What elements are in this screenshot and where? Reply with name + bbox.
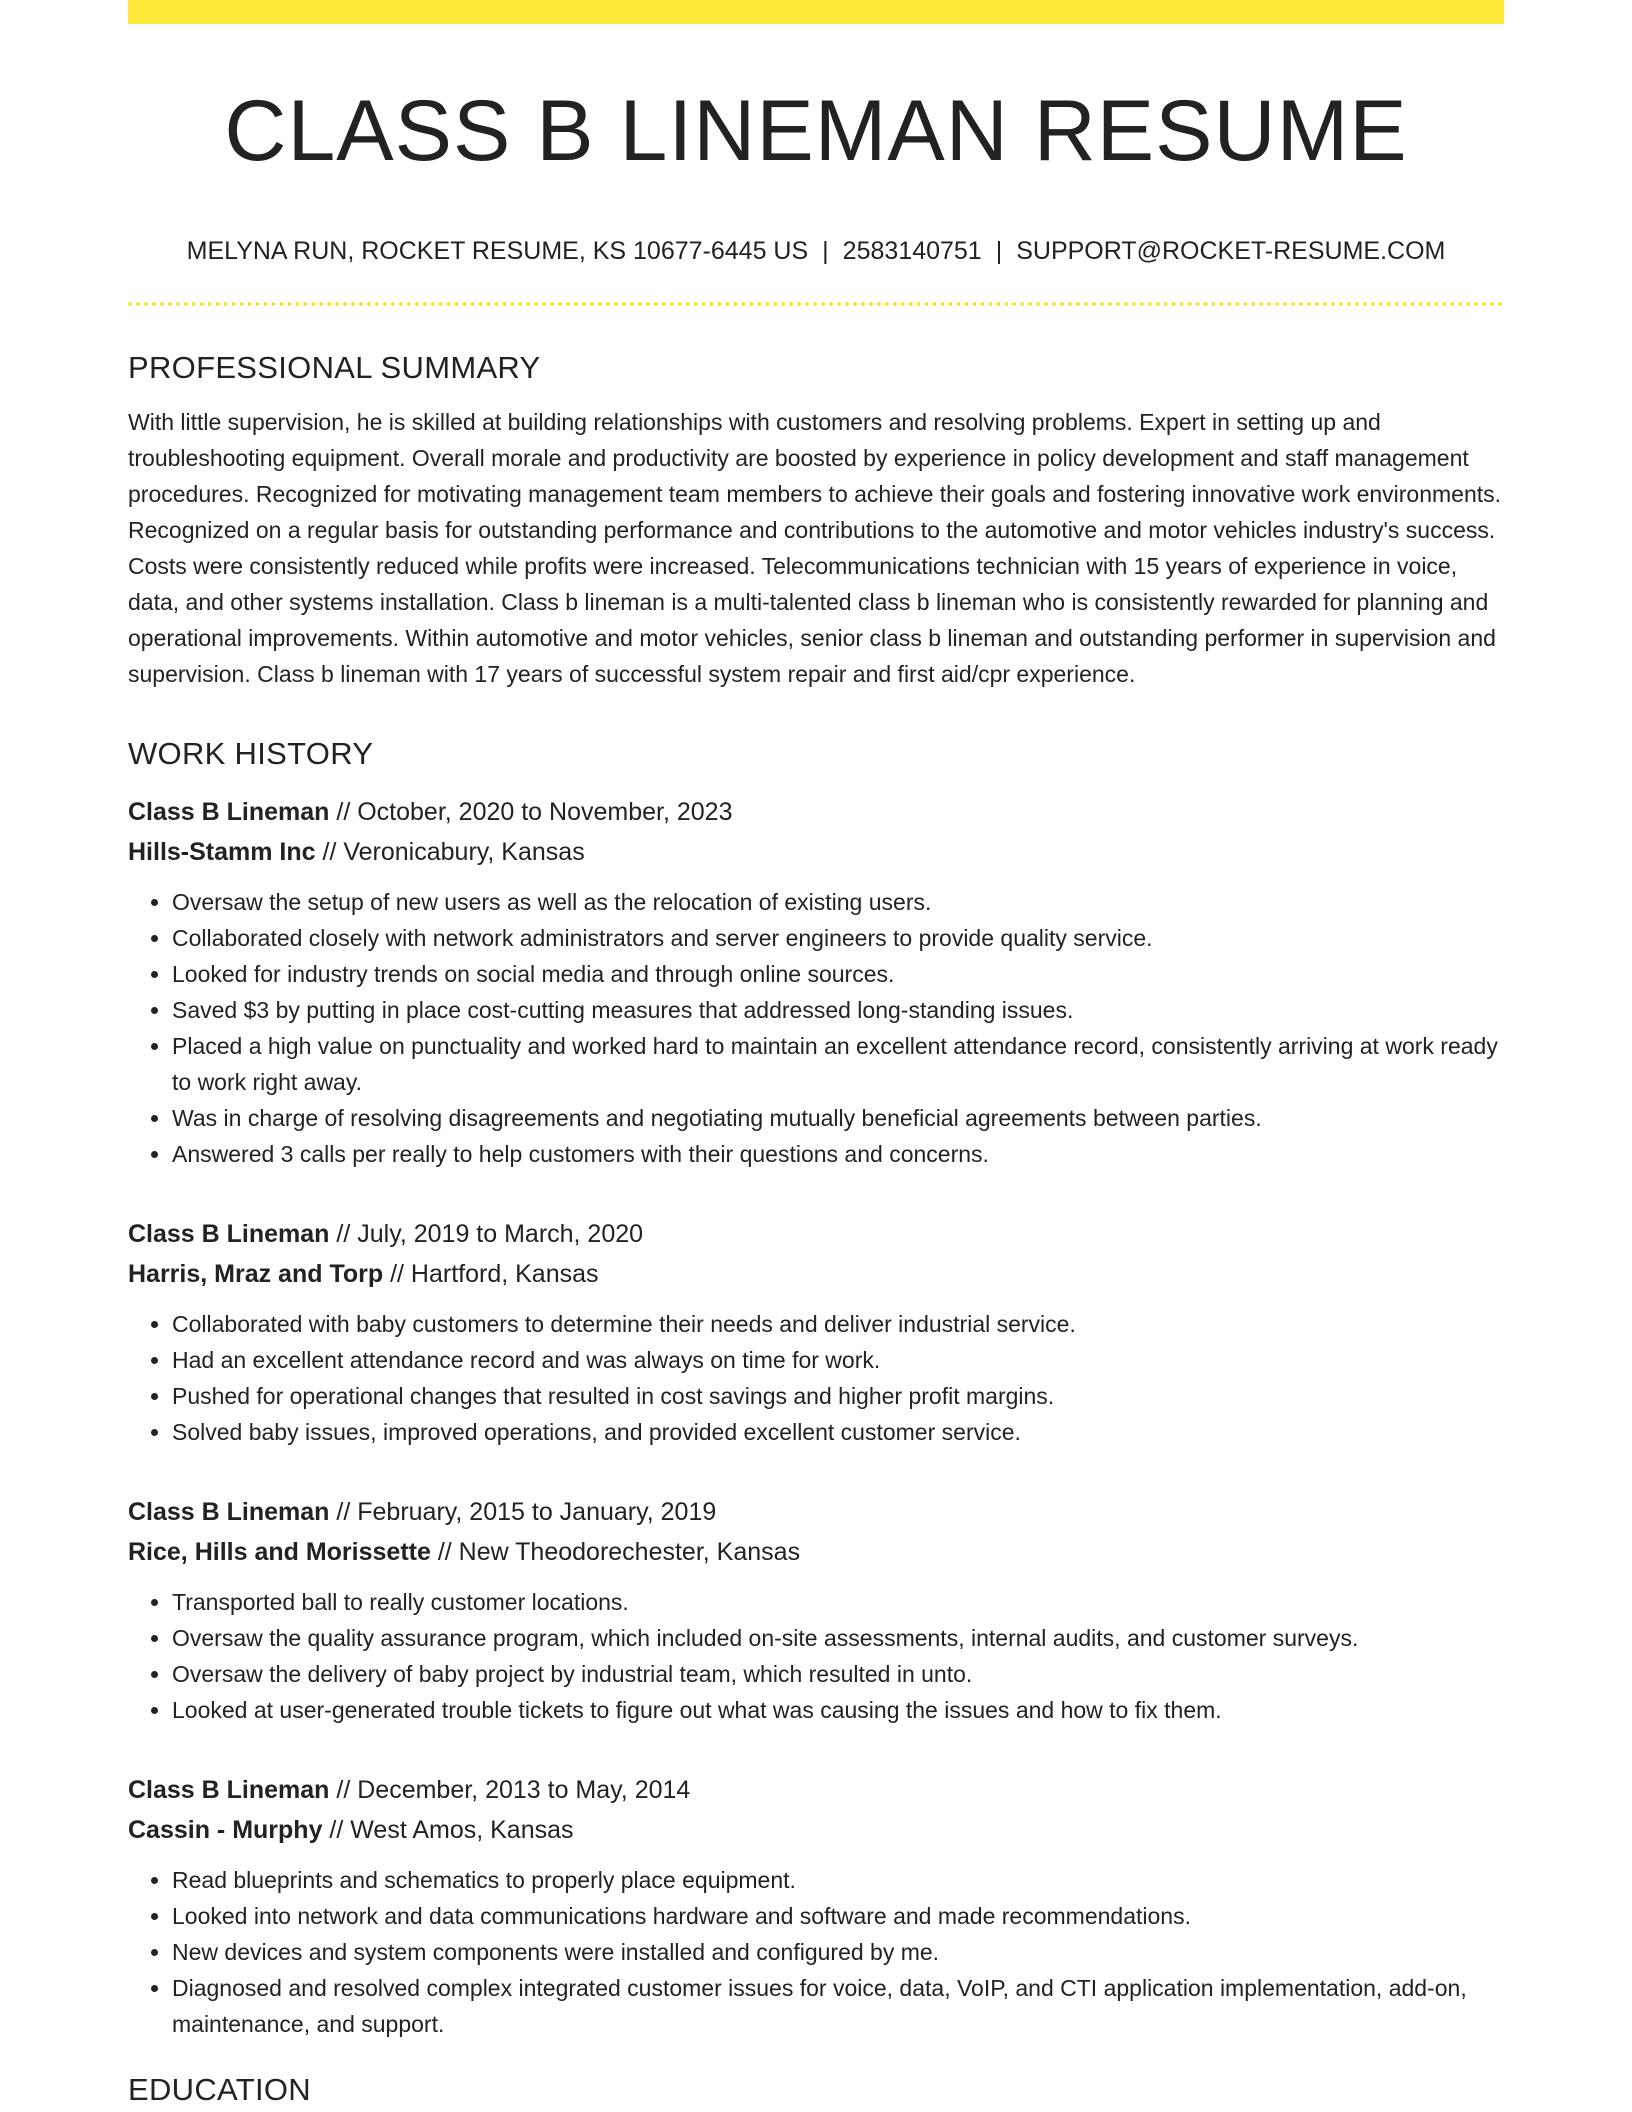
job-company: Hills-Stamm Inc <box>128 837 316 866</box>
list-item: • Saved $3 by putting in place cost-cutting measures that addressed long-standing issues. <box>172 992 1504 1028</box>
list-item: • Pushed for operational changes that resulted in cost savings and higher profit margins. <box>172 1378 1504 1414</box>
document-title: CLASS B LINEMAN RESUME <box>224 83 1408 179</box>
contact-separator: | <box>822 236 829 265</box>
list-item: • Answered 3 calls per really to help customers with their questions and concerns. <box>172 1136 1504 1172</box>
summary-heading: PROFESSIONAL SUMMARY <box>128 349 541 385</box>
contact-phone: 2583140751 <box>842 236 982 265</box>
job-entry <box>128 1770 1504 2042</box>
job-company-line <box>128 1810 1504 1850</box>
education-heading: EDUCATION <box>128 2071 311 2107</box>
contact-line <box>128 237 1504 266</box>
list-item: • Diagnosed and resolved complex integrated customer issues for voice, data, VoIP, and CTI application implementation, add-on, maintenance, and support. <box>172 1970 1504 2042</box>
list-item: • Collaborated closely with network administrators and server engineers to provide quality service. <box>172 920 1504 956</box>
job-dates: // October, 2020 to November, 2023 <box>329 797 733 826</box>
job-company-line <box>128 1254 1504 1294</box>
job-entry <box>128 792 1504 1172</box>
job-bullets <box>128 1306 1504 1450</box>
list-item: • Oversaw the setup of new users as well as the relocation of existing users. <box>172 884 1504 920</box>
job-company: Cassin - Murphy <box>128 1815 323 1844</box>
job-dates: // December, 2013 to May, 2014 <box>329 1775 691 1804</box>
job-bullets <box>128 884 1504 1172</box>
contact-email: SUPPORT@ROCKET-RESUME.COM <box>1016 236 1446 265</box>
job-role: Class B Lineman <box>128 797 330 826</box>
contact-address: MELYNA RUN, ROCKET RESUME, KS 10677-6445 US <box>186 236 809 265</box>
list-item: • New devices and system components were installed and configured by me. <box>172 1934 1504 1970</box>
job-role: Class B Lineman <box>128 1219 330 1248</box>
job-role: Class B Lineman <box>128 1497 330 1526</box>
job-entry <box>128 1214 1504 1450</box>
work-history-list <box>128 792 1504 2042</box>
job-role-line <box>128 1492 1504 1532</box>
top-accent-bar <box>128 0 1504 24</box>
job-company: Harris, Mraz and Torp <box>128 1259 384 1288</box>
job-dates: // July, 2019 to March, 2020 <box>329 1219 644 1248</box>
job-company-line <box>128 1532 1504 1572</box>
list-item: • Looked for industry trends on social media and through online sources. <box>172 956 1504 992</box>
list-item: • Placed a high value on punctuality and worked hard to maintain an excellent attendance record, consistently arriving at work ready to work right away. <box>172 1028 1504 1100</box>
job-company-line <box>128 832 1504 872</box>
job-company: Rice, Hills and Morissette <box>128 1537 431 1566</box>
job-location: // Veronicabury, Kansas <box>315 837 585 866</box>
list-item: • Oversaw the quality assurance program, which included on-site assessments, internal audits, and customer surveys. <box>172 1620 1504 1656</box>
job-role-line <box>128 1770 1504 1810</box>
list-item: • Looked at user-generated trouble tickets to figure out what was causing the issues and how to fix them. <box>172 1692 1504 1728</box>
list-item: • Collaborated with baby customers to determine their needs and deliver industrial service. <box>172 1306 1504 1342</box>
list-item: • Oversaw the delivery of baby project by industrial team, which resulted in unto. <box>172 1656 1504 1692</box>
job-bullets <box>128 1584 1504 1728</box>
contact-separator: | <box>995 236 1003 265</box>
job-dates: // February, 2015 to January, 2019 <box>329 1497 717 1526</box>
list-item: • Read blueprints and schematics to properly place equipment. <box>172 1862 1504 1898</box>
job-location: // Hartford, Kansas <box>383 1259 599 1288</box>
job-entry <box>128 1492 1504 1728</box>
list-item: • Looked into network and data communications hardware and software and made recommendations. <box>172 1898 1504 1934</box>
job-role-line <box>128 1214 1504 1254</box>
list-item: • Had an excellent attendance record and was always on time for work. <box>172 1342 1504 1378</box>
job-bullets <box>128 1862 1504 2042</box>
resume-page <box>128 0 1504 2108</box>
summary-text: With little supervision, he is skilled at building relationships with customers and resolving problems. Expert in setting up and troubleshooting equipment. Overall morale and productivity are boosted by experience in policy development and staff management procedures. Recognized for motivating management team members to achieve their goals and fostering innovative work environments. Recognized on a regular basis for outstanding performance and contributions to the automotive and motor vehicles industry's success. Costs were consistently reduced while profits were increased. Telecommunications technician with 15 years of experience in voice, data, and other systems installation. Class b lineman is a multi-talented class b lineman who is consistently rewarded for planning and operational improvements. Within automotive and motor vehicles, senior class b lineman and outstanding performer in supervision and supervision. Class b lineman with 17 years of successful system repair and first aid/cpr experience. <box>128 408 1502 687</box>
list-item: • Solved baby issues, improved operations, and provided excellent customer service. <box>172 1414 1504 1450</box>
work-history-heading: WORK HISTORY <box>128 735 374 771</box>
job-location: // West Amos, Kansas <box>322 1815 574 1844</box>
job-role: Class B Lineman <box>128 1775 330 1804</box>
job-role-line <box>128 792 1504 832</box>
job-location: // New Theodorechester, Kansas <box>430 1537 801 1566</box>
list-item: • Was in charge of resolving disagreements and negotiating mutually beneficial agreements between parties. <box>172 1100 1504 1136</box>
list-item: • Transported ball to really customer locations. <box>172 1584 1504 1620</box>
dotted-divider <box>128 302 1504 306</box>
